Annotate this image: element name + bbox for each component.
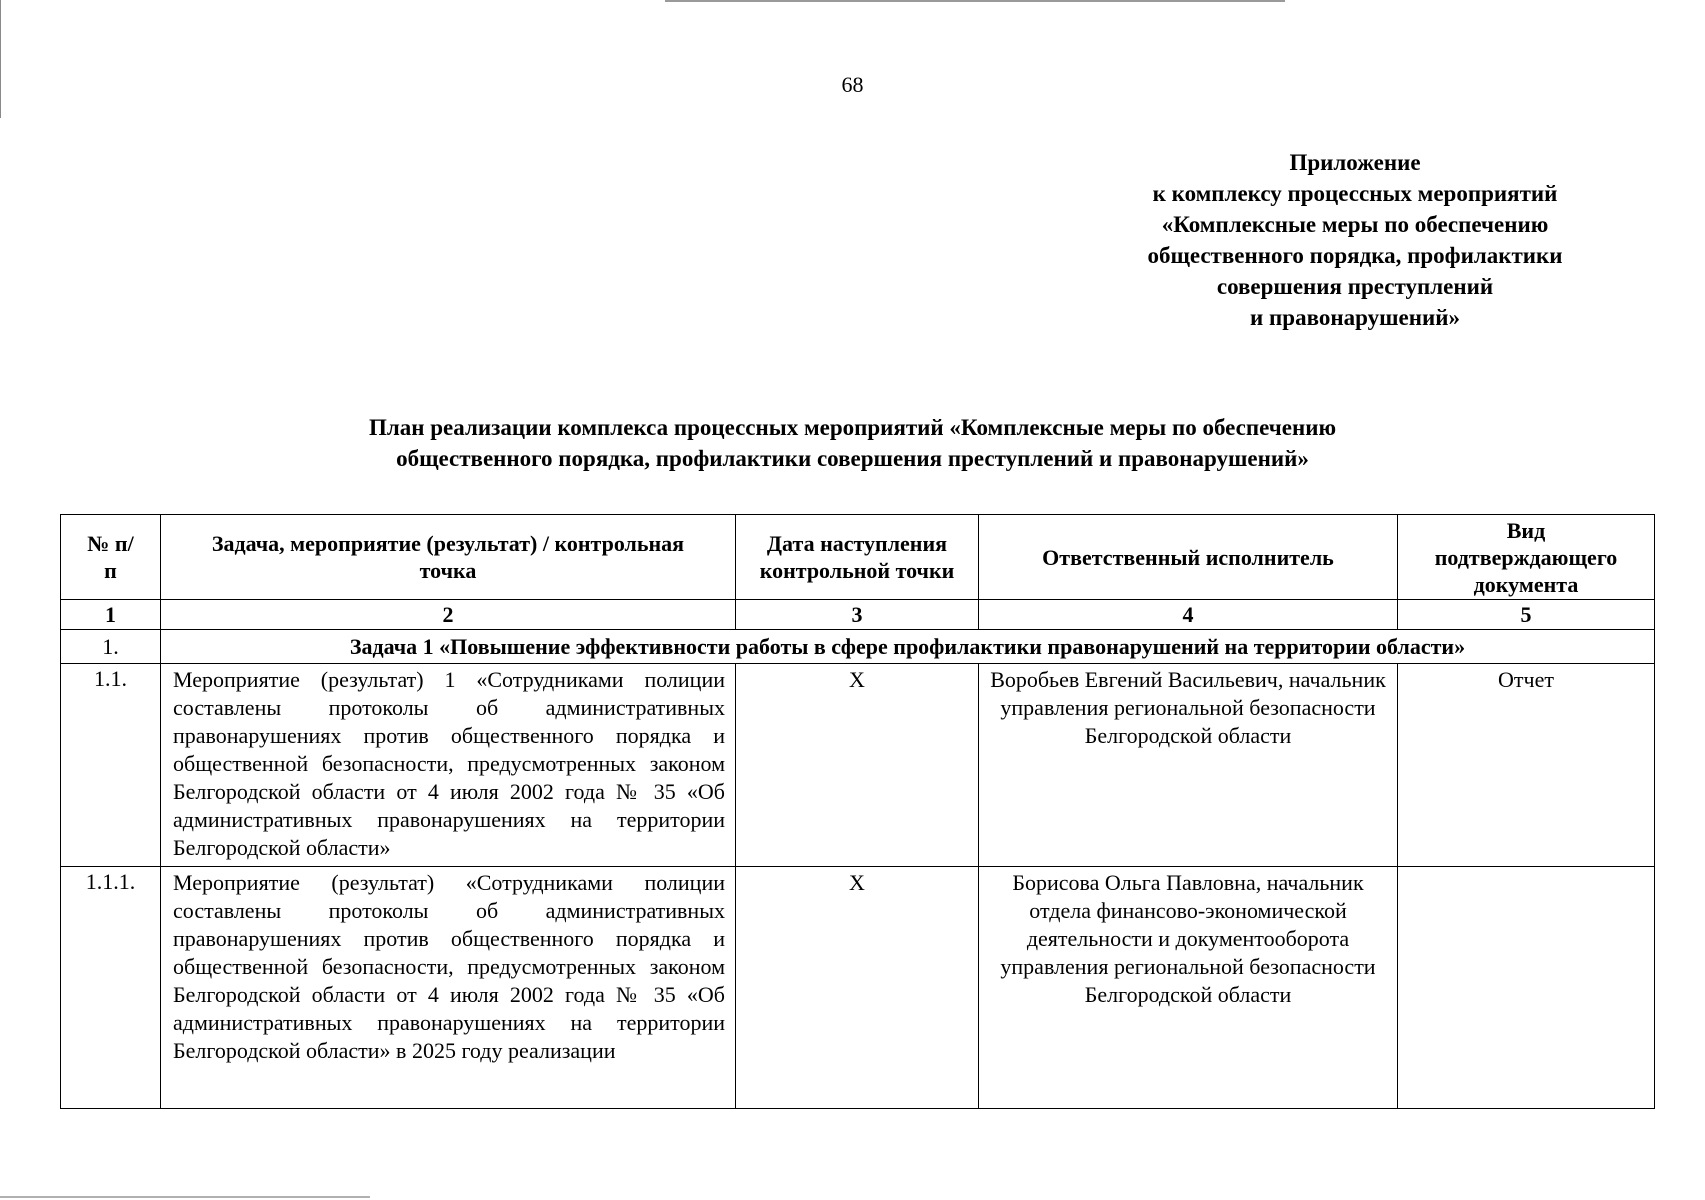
appendix-line: и правонарушений» [1250,305,1460,330]
column-number: 2 [161,600,736,630]
scan-artifact-bottom-line [0,1196,370,1198]
column-number: 3 [736,600,979,630]
page-number: 68 [841,72,864,97]
appendix-line: «Комплексные меры по обеспечению [1161,212,1549,237]
column-number: 1 [61,600,161,630]
plan-title [0,412,1705,474]
header-responsible: Ответственный исполнитель [979,515,1398,600]
task-row [61,630,1655,664]
appendix-line: общественного порядка, профилактики [1147,243,1563,268]
header-num: № п/п [61,515,161,600]
row-description: Мероприятие (результат) «Сотрудниками полиции составлены протоколы об административных правонарушениях против общественного порядка и общественной безопасности, предусмотренных законом Белгородской области от 4 июля 2002 года № 35 «Об административных правонарушениях на территории Белгородской области» в 2025 году реализации [161,867,736,1109]
column-number-row [61,600,1655,630]
row-responsible: Воробьев Евгений Васильевич, начальник управления региональной безопасности Белгородской области [979,664,1398,867]
plan-title-line: План реализации комплекса процессных мероприятий «Комплексные меры по обеспечению [368,415,1337,440]
scan-artifact-top-line [665,0,1285,2]
table-row [61,867,1655,1109]
row-document-type [1398,867,1655,1109]
row-responsible: Борисова Ольга Павловна, начальник отдела финансово-экономической деятельности и документооборота управления региональной безопасности Белгородской области [979,867,1398,1109]
table-row [61,664,1655,867]
task-number: 1. [61,630,161,664]
scan-artifact-left-edge [0,0,1,118]
row-document-type: Отчет [1398,664,1655,867]
row-date: Х [736,664,979,867]
header-date: Дата наступления контрольной точки [736,515,979,600]
appendix-line: к комплексу процессных мероприятий [1152,181,1558,206]
column-number: 5 [1398,600,1655,630]
row-number: 1.1.1. [61,867,161,1109]
header-doc: Вид подтверждающего документа [1398,515,1655,600]
appendix-heading [1080,147,1630,333]
task-title: Задача 1 «Повышение эффективности работы в сфере профилактики правонарушений на территории области» [161,630,1655,664]
plan-table [60,514,1655,1109]
appendix-line: Приложение [1289,150,1421,175]
header-task: Задача, мероприятие (результат) / контрольная точка [161,515,736,600]
appendix-line: совершения преступлений [1216,274,1494,299]
row-date: Х [736,867,979,1109]
plan-title-line: общественного порядка, профилактики совершения преступлений и правонарушений» [396,446,1309,471]
table-header-row [61,515,1655,600]
row-number: 1.1. [61,664,161,867]
row-description: Мероприятие (результат) 1 «Сотрудниками полиции составлены протоколы об административных правонарушениях против общественного порядка и общественной безопасности, предусмотренных законом Белгородской области от 4 июля 2002 года № 35 «Об административных правонарушениях на территории Белгородской области» [161,664,736,867]
column-number: 4 [979,600,1398,630]
